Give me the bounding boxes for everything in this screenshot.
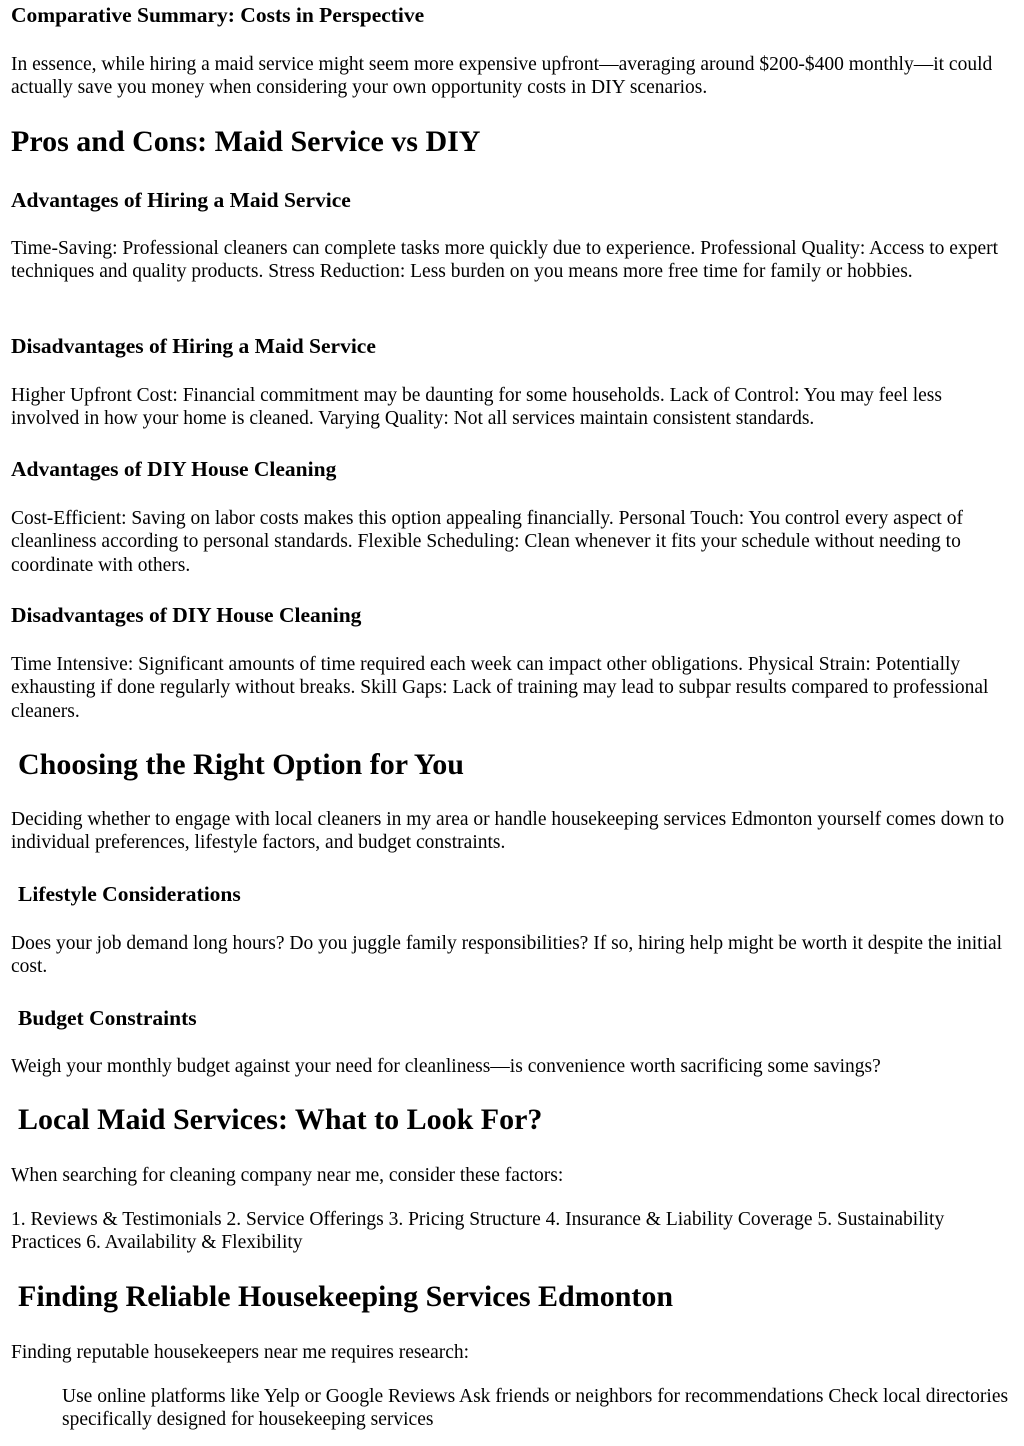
- budget-heading: Budget Constraints: [18, 1006, 197, 1030]
- local-maid-factors: 1. Reviews & Testimonials 2. Service Offerings 3. Pricing Structure 4. Insurance & Liability Coverage 5. Sustainability Practices 6. Availability & Flexibility: [11, 1209, 945, 1254]
- finding-services-quote: Use online platforms like Yelp or Google Reviews Ask friends or neighbors for recommendations Check local directories specifically designed for housekeeping services: [62, 1386, 1009, 1431]
- finding-services-intro: Finding reputable housekeepers near me requires research:: [11, 1342, 470, 1363]
- lifestyle-heading: Lifestyle Considerations: [18, 882, 241, 906]
- disadvantages-diy-heading: Disadvantages of DIY House Cleaning: [11, 603, 362, 627]
- advantages-diy-heading: Advantages of DIY House Cleaning: [11, 457, 337, 481]
- disadvantages-diy-paragraph: Time Intensive: Significant amounts of time required each week can impact other obligations. Physical Strain: Potentially exhausting if done regularly without breaks. Skill Gaps: Lack of training may lead to subpar results compared to professional cleaners.: [11, 654, 989, 722]
- disadvantages-maid-heading: Disadvantages of Hiring a Maid Service: [11, 334, 376, 358]
- lifestyle-paragraph: Does your job demand long hours? Do you juggle family responsibilities? If so, hiring help might be worth it despite the initial cost.: [11, 933, 1003, 978]
- advantages-maid-paragraph: Time-Saving: Professional cleaners can complete tasks more quickly due to experience. Professional Quality: Access to expert techniques and quality products. Stress Reduction: Less burden on you means more free time for family or hobbies.: [11, 238, 999, 283]
- advantages-diy-paragraph: Cost-Efficient: Saving on labor costs makes this option appealing financially. Personal Touch: You control every aspect of cleanliness according to personal standards. Flexible Scheduling: Clean whenever it fits your schedule without needing to coordinate with others.: [11, 508, 963, 576]
- choosing-option-paragraph: Deciding whether to engage with local cleaners in my area or handle housekeeping services Edmonton yourself comes down to individual preferences, lifestyle factors, and budget constraints.: [11, 809, 1005, 854]
- local-maid-intro: When searching for cleaning company near me, consider these factors:: [11, 1165, 564, 1186]
- disadvantages-maid-paragraph: Higher Upfront Cost: Financial commitment may be daunting for some households. Lack of Control: You may feel less involved in how your home is cleaned. Varying Quality: Not all services maintain consistent standards.: [11, 385, 942, 430]
- choosing-option-heading: Choosing the Right Option for You: [18, 748, 464, 781]
- local-maid-heading: Local Maid Services: What to Look For?: [18, 1103, 543, 1136]
- finding-services-heading: Finding Reliable Housekeeping Services Edmonton: [18, 1280, 674, 1313]
- budget-paragraph: Weigh your monthly budget against your need for cleanliness—is convenience worth sacrificing some savings?: [11, 1056, 881, 1077]
- advantages-maid-heading: Advantages of Hiring a Maid Service: [11, 188, 351, 212]
- pros-cons-heading: Pros and Cons: Maid Service vs DIY: [11, 125, 481, 158]
- comparative-summary-heading: Comparative Summary: Costs in Perspective: [11, 3, 425, 27]
- comparative-summary-paragraph: In essence, while hiring a maid service might seem more expensive upfront—averaging around $200-$400 monthly—it could actually save you money when considering your own opportunity costs in DIY scenarios.: [11, 54, 993, 99]
